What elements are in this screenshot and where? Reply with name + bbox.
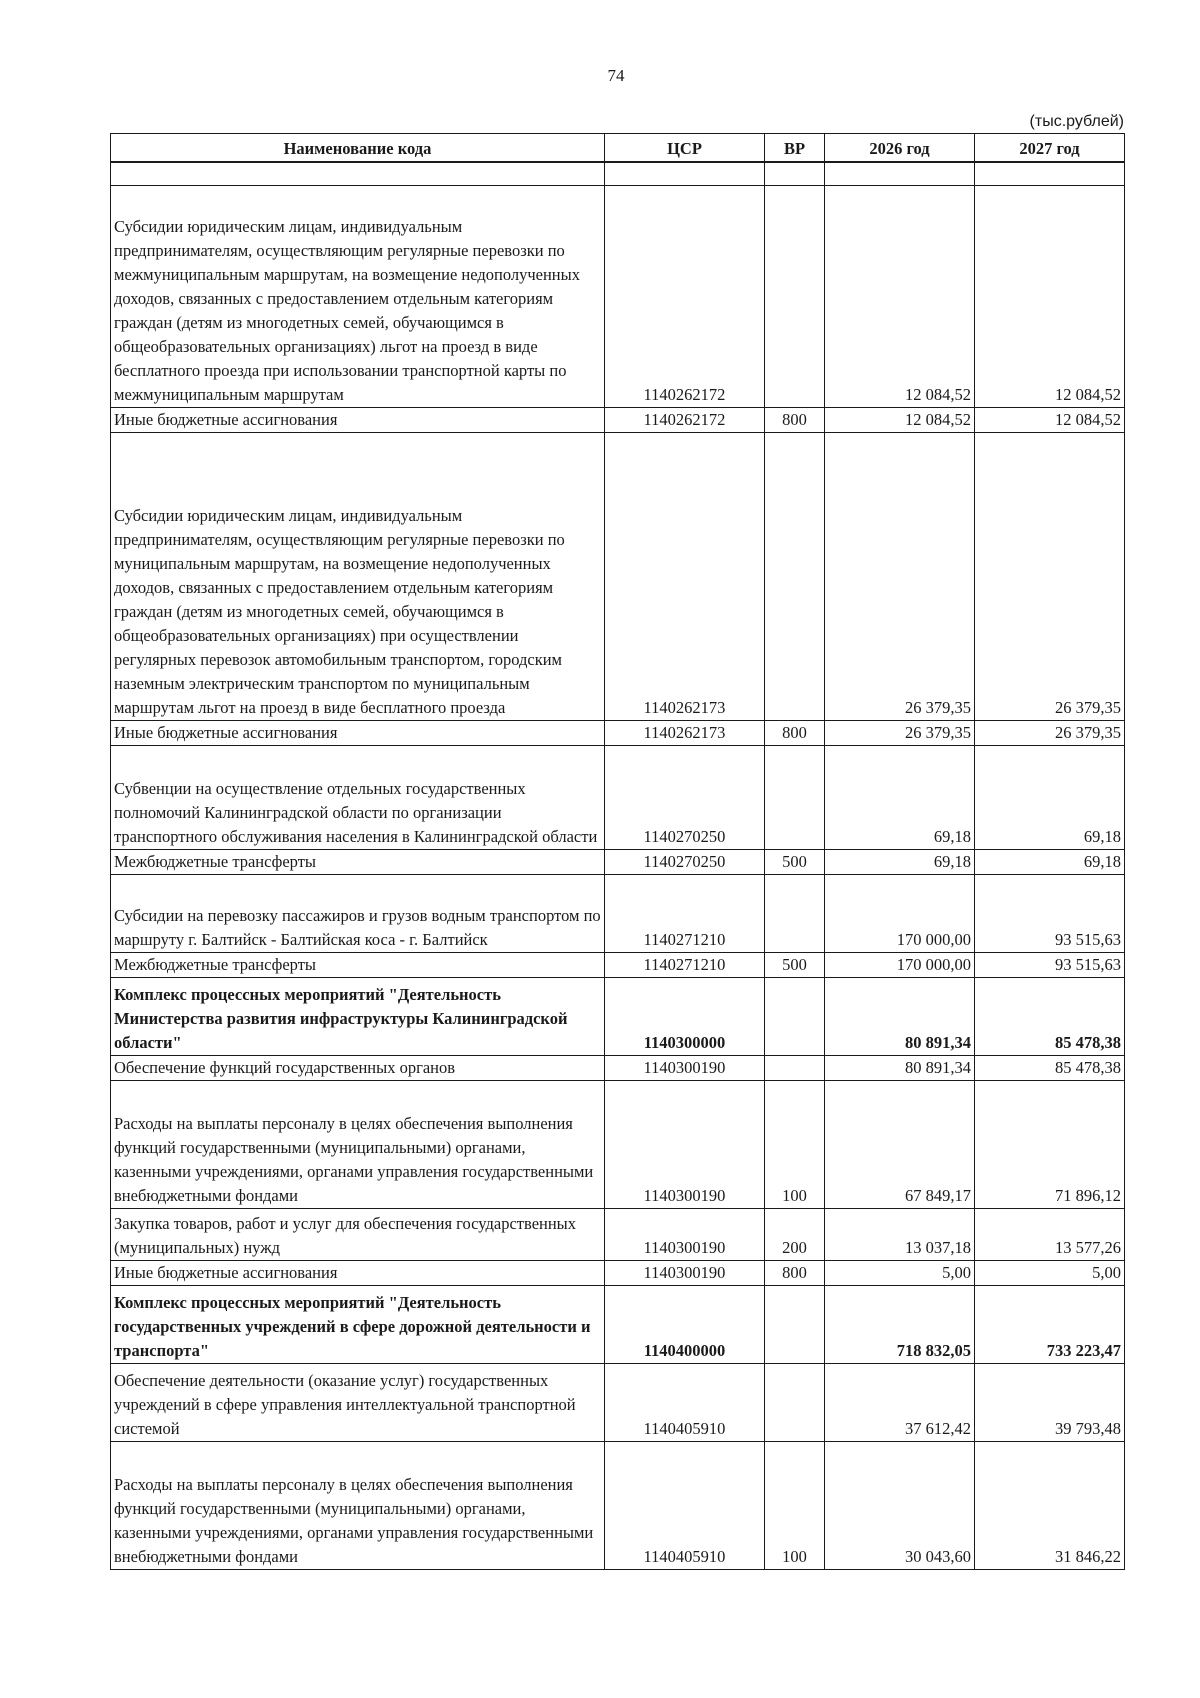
row-name: Межбюджетные трансферты bbox=[111, 850, 605, 875]
row-2026: 30 043,60 bbox=[825, 1442, 975, 1570]
row-vr: 500 bbox=[765, 850, 825, 875]
row-2026: 170 000,00 bbox=[825, 875, 975, 953]
row-csr: 1140400000 bbox=[605, 1286, 765, 1364]
page-number: 74 bbox=[607, 66, 625, 85]
row-2026: 12 084,52 bbox=[825, 186, 975, 408]
row-2026: 37 612,42 bbox=[825, 1364, 975, 1442]
header-2027: 2027 год bbox=[975, 134, 1125, 163]
table-row bbox=[111, 1286, 1125, 1364]
row-2026: 13 037,18 bbox=[825, 1209, 975, 1261]
table-row bbox=[111, 1056, 1125, 1081]
row-name: Субсидии на перевозку пассажиров и грузов водным транспортом по маршруту г. Балтийск - Балтийская коса - г. Балтийск bbox=[111, 875, 605, 953]
row-2027: 69,18 bbox=[975, 850, 1125, 875]
row-vr bbox=[765, 1364, 825, 1442]
row-2026: 5,00 bbox=[825, 1261, 975, 1286]
table-row bbox=[111, 408, 1125, 433]
row-csr: 1140405910 bbox=[605, 1364, 765, 1442]
table-row bbox=[111, 186, 1125, 408]
row-2026: 69,18 bbox=[825, 746, 975, 850]
row-name: Субсидии юридическим лицам, индивидуальным предпринимателям, осуществляющим регулярные перевозки по муниципальным маршрутам, на возмещение недополученных доходов, связанных с предоставлением отдельным категориям граждан (детям из многодетных семей, обучающимся в общеобразовательных организациях) при осуществлении регулярных перевозок автомобильным транспортом, городским наземным электрическим транспортом по муниципальным маршрутам льгот на проезд в виде бесплатного проезда bbox=[111, 433, 605, 721]
row-2027: 5,00 bbox=[975, 1261, 1125, 1286]
row-2026: 26 379,35 bbox=[825, 721, 975, 746]
row-2026: 12 084,52 bbox=[825, 408, 975, 433]
row-name: Межбюджетные трансферты bbox=[111, 953, 605, 978]
row-vr bbox=[765, 875, 825, 953]
table-row bbox=[111, 1364, 1125, 1442]
row-vr: 100 bbox=[765, 1081, 825, 1209]
row-2027: 12 084,52 bbox=[975, 186, 1125, 408]
row-csr: 1140300190 bbox=[605, 1261, 765, 1286]
row-name: Комплекс процессных мероприятий "Деятельность государственных учреждений в сфере дорожной деятельности и транспорта" bbox=[111, 1286, 605, 1364]
row-2027: 39 793,48 bbox=[975, 1364, 1125, 1442]
row-csr: 1140271210 bbox=[605, 875, 765, 953]
row-csr: 1140271210 bbox=[605, 953, 765, 978]
row-vr bbox=[765, 433, 825, 721]
header-vr: ВР bbox=[765, 134, 825, 163]
table-row bbox=[111, 953, 1125, 978]
row-vr: 800 bbox=[765, 721, 825, 746]
row-2027: 85 478,38 bbox=[975, 978, 1125, 1056]
row-name: Иные бюджетные ассигнования bbox=[111, 1261, 605, 1286]
row-name: Расходы на выплаты персоналу в целях обеспечения выполнения функций государственными (муниципальными) органами, казенными учреждениями, органами управления государственными внебюджетными фондами bbox=[111, 1081, 605, 1209]
row-csr: 1140300000 bbox=[605, 978, 765, 1056]
header-2026: 2026 год bbox=[825, 134, 975, 163]
row-2027: 26 379,35 bbox=[975, 721, 1125, 746]
row-2027: 12 084,52 bbox=[975, 408, 1125, 433]
budget-table bbox=[110, 133, 1125, 1570]
table-row bbox=[111, 746, 1125, 850]
row-2027: 733 223,47 bbox=[975, 1286, 1125, 1364]
table-row bbox=[111, 433, 1125, 721]
row-2027: 69,18 bbox=[975, 746, 1125, 850]
row-name: Расходы на выплаты персоналу в целях обеспечения выполнения функций государственными (муниципальными) органами, казенными учреждениями, органами управления государственными внебюджетными фондами bbox=[111, 1442, 605, 1570]
row-csr: 1140300190 bbox=[605, 1081, 765, 1209]
table-row bbox=[111, 850, 1125, 875]
row-2026: 67 849,17 bbox=[825, 1081, 975, 1209]
table-row bbox=[111, 875, 1125, 953]
row-vr bbox=[765, 186, 825, 408]
row-csr: 1140300190 bbox=[605, 1209, 765, 1261]
row-2027: 31 846,22 bbox=[975, 1442, 1125, 1570]
row-vr bbox=[765, 746, 825, 850]
row-csr: 1140270250 bbox=[605, 746, 765, 850]
row-vr: 100 bbox=[765, 1442, 825, 1570]
row-csr: 1140300190 bbox=[605, 1056, 765, 1081]
table-header-row bbox=[111, 134, 1125, 163]
row-csr: 1140405910 bbox=[605, 1442, 765, 1570]
row-2027: 85 478,38 bbox=[975, 1056, 1125, 1081]
row-csr: 1140270250 bbox=[605, 850, 765, 875]
row-2026: 69,18 bbox=[825, 850, 975, 875]
row-csr: 1140262173 bbox=[605, 433, 765, 721]
row-csr: 1140262173 bbox=[605, 721, 765, 746]
row-2027: 93 515,63 bbox=[975, 953, 1125, 978]
row-2027: 26 379,35 bbox=[975, 433, 1125, 721]
row-vr bbox=[765, 1286, 825, 1364]
row-vr: 800 bbox=[765, 408, 825, 433]
row-2026: 170 000,00 bbox=[825, 953, 975, 978]
table-row bbox=[111, 721, 1125, 746]
row-2027: 13 577,26 bbox=[975, 1209, 1125, 1261]
row-csr: 1140262172 bbox=[605, 186, 765, 408]
row-name: Субвенции на осуществление отдельных государственных полномочий Калининградской области по организации транспортного обслуживания населения в Калининградской области bbox=[111, 746, 605, 850]
row-name: Иные бюджетные ассигнования bbox=[111, 408, 605, 433]
row-vr bbox=[765, 978, 825, 1056]
row-vr: 800 bbox=[765, 1261, 825, 1286]
row-2026: 718 832,05 bbox=[825, 1286, 975, 1364]
units-label: (тыс.рублей) bbox=[1029, 113, 1124, 130]
row-name: Закупка товаров, работ и услуг для обеспечения государственных (муниципальных) нужд bbox=[111, 1209, 605, 1261]
table-row bbox=[111, 1261, 1125, 1286]
row-name: Обеспечение деятельности (оказание услуг) государственных учреждений в сфере управления интеллектуальной транспортной системой bbox=[111, 1364, 605, 1442]
row-name: Субсидии юридическим лицам, индивидуальным предпринимателям, осуществляющим регулярные перевозки по межмуниципальным маршрутам, на возмещение недополученных доходов, связанных с предоставлением отдельным категориям граждан (детям из многодетных семей, обучающимся в общеобразовательных организациях) льгот на проезд в виде бесплатного проезда при использовании транспортной карты по межмуниципальным маршрутам bbox=[111, 186, 605, 408]
row-vr: 200 bbox=[765, 1209, 825, 1261]
table-row bbox=[111, 1209, 1125, 1261]
row-vr bbox=[765, 1056, 825, 1081]
spacer-row bbox=[111, 162, 1125, 186]
header-name: Наименование кода bbox=[111, 134, 605, 163]
row-name: Обеспечение функций государственных органов bbox=[111, 1056, 605, 1081]
row-csr: 1140262172 bbox=[605, 408, 765, 433]
table-row bbox=[111, 1442, 1125, 1570]
row-2027: 71 896,12 bbox=[975, 1081, 1125, 1209]
row-name: Комплекс процессных мероприятий "Деятельность Министерства развития инфраструктуры Калининградской области" bbox=[111, 978, 605, 1056]
row-2026: 26 379,35 bbox=[825, 433, 975, 721]
row-name: Иные бюджетные ассигнования bbox=[111, 721, 605, 746]
table-row bbox=[111, 1081, 1125, 1209]
header-csr: ЦСР bbox=[605, 134, 765, 163]
table-row bbox=[111, 978, 1125, 1056]
row-2027: 93 515,63 bbox=[975, 875, 1125, 953]
row-vr: 500 bbox=[765, 953, 825, 978]
row-2026: 80 891,34 bbox=[825, 1056, 975, 1081]
row-2026: 80 891,34 bbox=[825, 978, 975, 1056]
